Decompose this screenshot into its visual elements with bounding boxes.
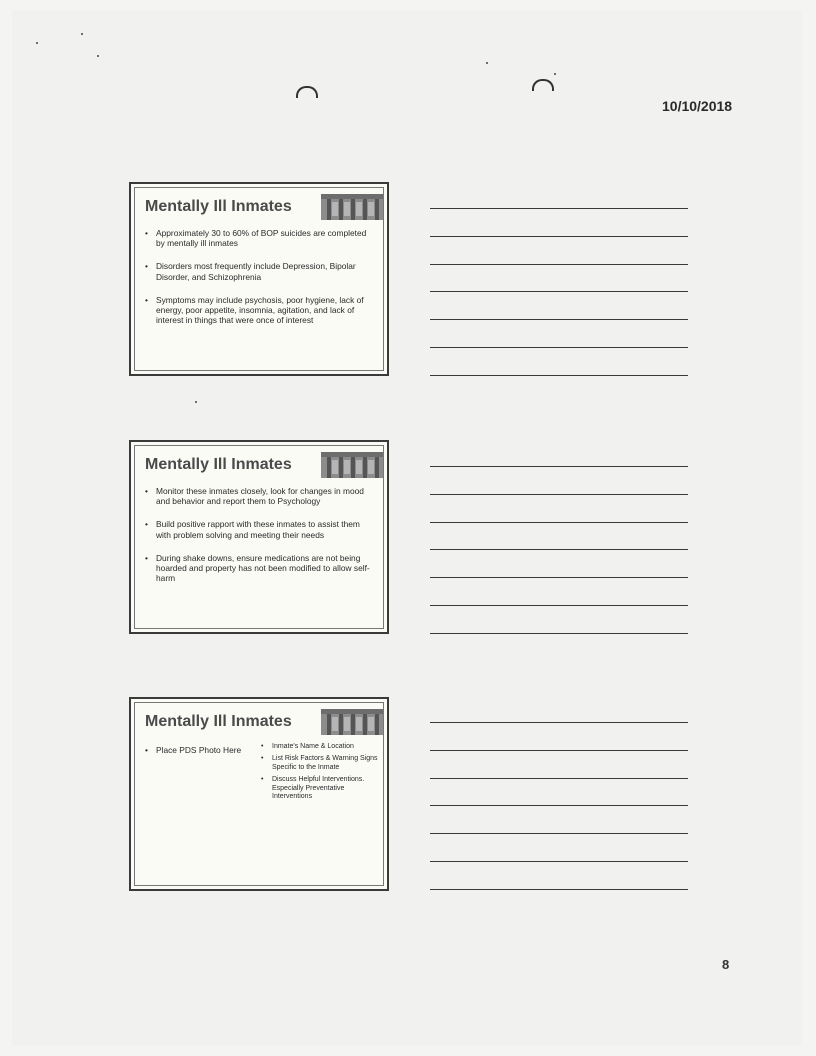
bullet-item: • Approximately 30 to 60% of BOP suicides are completed by mentally ill inmates: [145, 228, 373, 248]
scan-speck: [81, 33, 83, 35]
prison-bars-icon: [321, 448, 383, 478]
bullet-item: • List Risk Factors & Warning Signs Specific to the Inmate: [261, 755, 379, 772]
bullet-item: • Monitor these inmates closely, look for changes in mood and behavior and report them to Psychology: [145, 486, 373, 506]
bullet-item: • Discuss Helpful Interventions. Especially Preventative Interventions: [261, 776, 379, 801]
photo-placeholder-list: [145, 745, 245, 768]
slide-2: [129, 440, 389, 634]
hole-punch-mark: [296, 86, 318, 98]
slide-title: Mentally Ill Inmates: [145, 713, 292, 730]
prison-bars-icon: [321, 190, 383, 220]
notes-lines-1: [430, 208, 688, 403]
hole-punch-mark: [532, 79, 554, 91]
slide-title: Mentally Ill Inmates: [145, 456, 292, 473]
slide-1: [129, 182, 389, 376]
slide-bullets: [145, 486, 373, 596]
scan-speck: [486, 62, 488, 64]
notes-lines-3: [430, 722, 688, 917]
scan-speck: [195, 401, 197, 403]
bullet-item: • Place PDS Photo Here: [145, 745, 245, 755]
bullet-item: • Symptoms may include psychosis, poor hygiene, lack of energy, poor appetite, insomnia, agitation, and lack of interest in things that were once of interest: [145, 295, 373, 326]
slide-bullets: [145, 228, 373, 338]
scan-speck: [97, 55, 99, 57]
bullet-item: • Disorders most frequently include Depression, Bipolar Disorder, and Schizophrenia: [145, 261, 373, 281]
print-date: 10/10/2018: [662, 98, 733, 114]
bullet-item: • Inmate's Name & Location: [261, 743, 379, 751]
notes-lines-2: [430, 466, 688, 661]
prison-bars-icon: [321, 705, 383, 735]
scan-speck: [554, 73, 556, 75]
slide-bullets: [261, 743, 379, 805]
page-number: 8: [722, 957, 730, 972]
bullet-item: • Build positive rapport with these inmates to assist them with problem solving and meeting their needs: [145, 519, 373, 539]
slide-3: [129, 697, 389, 891]
scan-speck: [36, 42, 38, 44]
slide-title: Mentally Ill Inmates: [145, 198, 292, 215]
bullet-item: • During shake downs, ensure medications are not being hoarded and property has not been modified to allow self-harm: [145, 553, 373, 584]
